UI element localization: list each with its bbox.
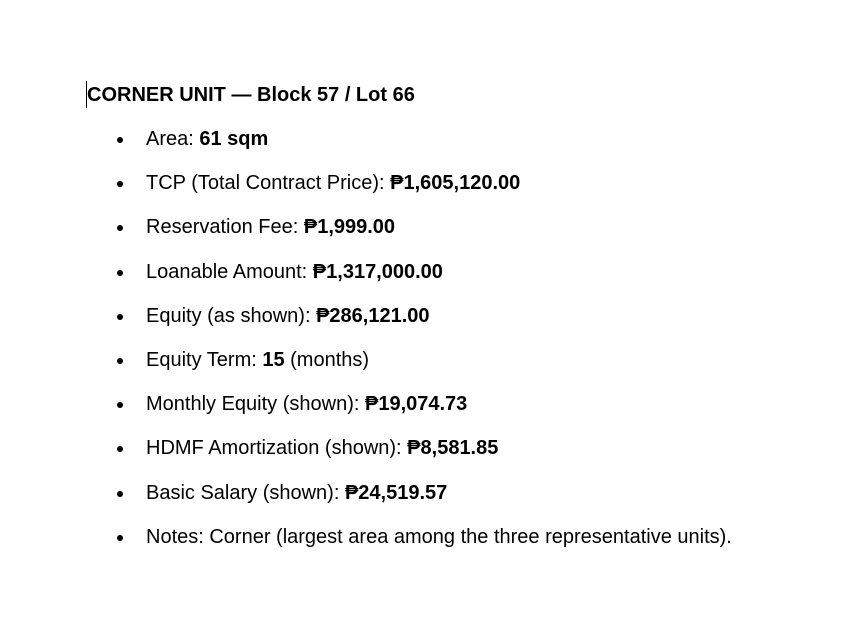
item-label: Basic Salary (shown): bbox=[146, 481, 345, 504]
item-value: ₱24,519.57 bbox=[344, 481, 448, 504]
list-item-text bbox=[146, 303, 430, 329]
item-value: ₱19,074.73 bbox=[364, 393, 468, 416]
item-label: Monthly Equity (shown): bbox=[146, 393, 365, 416]
item-value: 15 bbox=[262, 348, 285, 371]
item-value: ₱8,581.85 bbox=[407, 437, 499, 460]
item-suffix: (months) bbox=[284, 348, 370, 371]
list-item-text bbox=[146, 347, 369, 373]
list-item-text bbox=[146, 435, 498, 461]
item-value: ₱286,121.00 bbox=[316, 304, 430, 327]
list-item-text bbox=[146, 214, 395, 240]
bullet-icon bbox=[117, 358, 123, 364]
list-item-text bbox=[146, 391, 467, 417]
item-label: Equity (as shown): bbox=[146, 304, 317, 327]
item-label: Area: bbox=[146, 128, 200, 150]
item-label: HDMF Amortization (shown): bbox=[146, 437, 408, 460]
bullet-icon bbox=[117, 446, 123, 452]
list-item-text bbox=[146, 480, 447, 506]
bullet-icon bbox=[117, 270, 123, 276]
item-label: Reservation Fee: bbox=[146, 216, 304, 239]
item-value: ₱1,605,120.00 bbox=[390, 172, 521, 195]
item-label: Loanable Amount: bbox=[146, 260, 313, 283]
bullet-icon bbox=[117, 225, 123, 231]
unit-heading[interactable]: CORNER UNIT — Block 57 / Lot 66 bbox=[87, 84, 415, 106]
item-label: TCP (Total Contract Price): bbox=[146, 172, 391, 195]
item-label: Equity Term: bbox=[146, 348, 263, 371]
list-item-text bbox=[146, 126, 268, 152]
bullet-icon bbox=[117, 491, 123, 497]
item-value: 61 sqm bbox=[199, 128, 269, 150]
bullet-icon bbox=[117, 137, 123, 143]
bullet-icon bbox=[117, 402, 123, 408]
bullet-icon bbox=[117, 535, 123, 541]
bullet-icon bbox=[117, 314, 123, 320]
list-item-text bbox=[146, 170, 520, 196]
item-label: Notes: Corner (largest area among the three representative units). bbox=[146, 525, 732, 548]
item-value: ₱1,317,000.00 bbox=[312, 260, 443, 283]
list-item-text bbox=[146, 259, 443, 285]
list-item-text bbox=[146, 524, 732, 550]
item-value: ₱1,999.00 bbox=[303, 216, 396, 239]
bullet-icon bbox=[117, 181, 123, 187]
